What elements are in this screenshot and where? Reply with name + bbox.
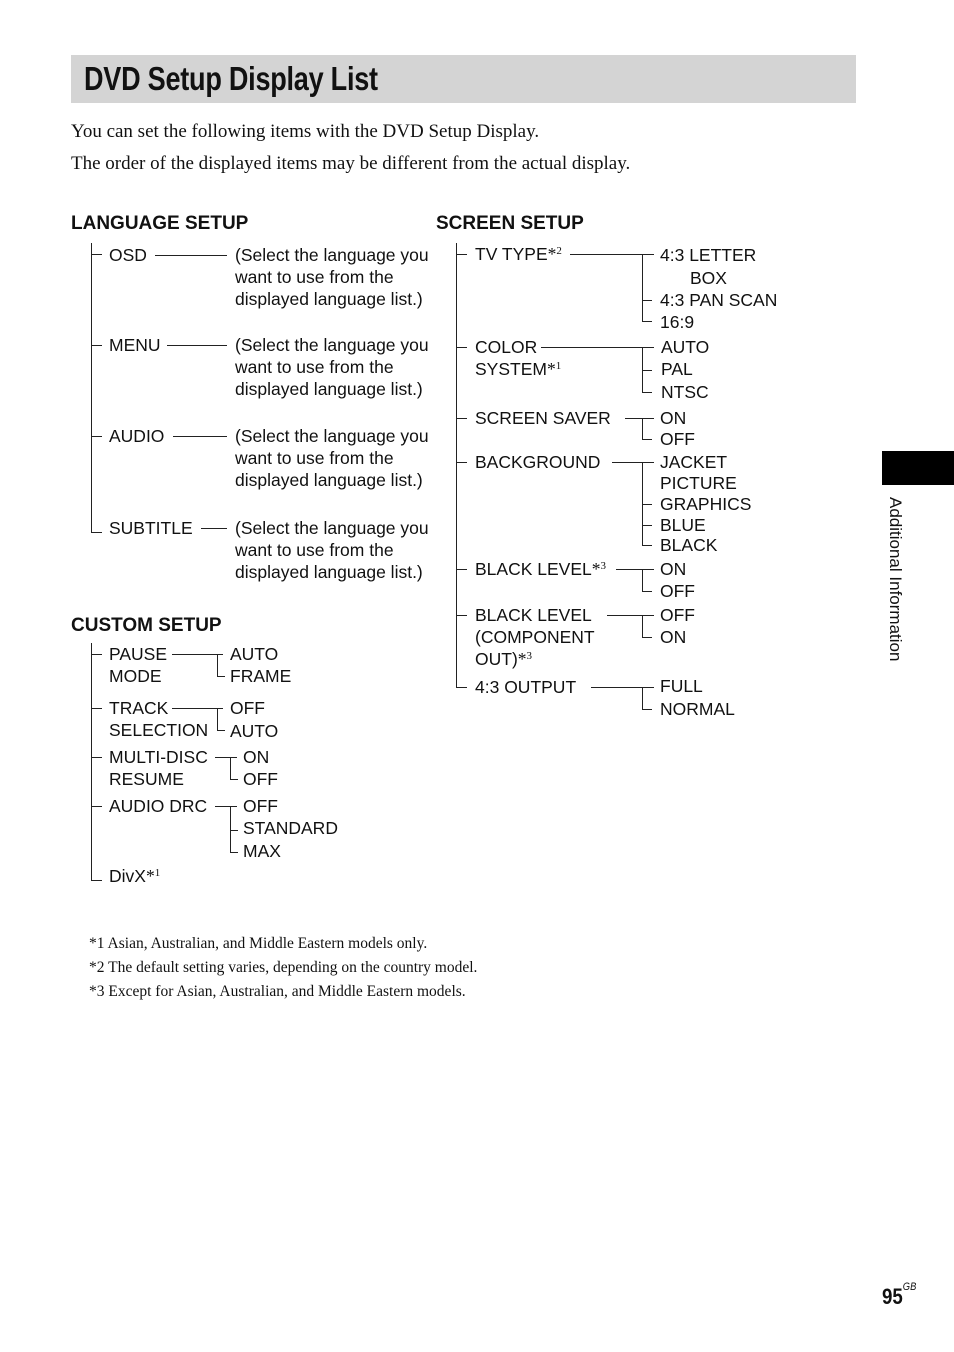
option-auto: AUTO xyxy=(230,721,279,741)
option-picture: PICTURE xyxy=(660,473,737,493)
section-tab-marker xyxy=(882,451,954,485)
option-off: OFF xyxy=(660,605,695,625)
option-auto: AUTO xyxy=(661,337,710,357)
menu-item-audio: AUDIO xyxy=(109,426,165,446)
option-off: OFF xyxy=(230,698,265,718)
footnote-3: *3 Except for Asian, Australian, and Middle Eastern models. xyxy=(89,983,466,1000)
option-normal: NORMAL xyxy=(660,699,735,719)
tree-line xyxy=(456,243,457,687)
menu-desc: (Select the language you want to use from the displayed language list.) xyxy=(235,335,429,399)
option-off: OFF xyxy=(660,581,695,601)
menu-item-divx: DivX*$^1$ xyxy=(109,866,161,886)
option-max: MAX xyxy=(243,841,281,861)
audio-desc: (Select the language you want to use from the displayed language list.) xyxy=(235,426,429,490)
menu-item-4-3-output: 4:3 OUTPUT xyxy=(475,677,577,697)
menu-item-menu: MENU xyxy=(109,335,161,355)
option-pal: PAL xyxy=(661,359,693,379)
option-full: FULL xyxy=(660,676,703,696)
menu-item-black-level-component: BLACK LEVEL (COMPONENT OUT)*$^3$ xyxy=(475,605,595,669)
option-4-3-letter: 4:3 LETTER xyxy=(660,245,757,265)
option-black: BLACK xyxy=(660,535,718,555)
option-on: ON xyxy=(660,559,687,579)
option-frame: FRAME xyxy=(230,666,292,686)
option-blue: BLUE xyxy=(660,515,706,535)
footnote-1: *1 Asian, Australian, and Middle Eastern models only. xyxy=(89,935,428,952)
osd-desc: (Select the language you want to use from the displayed language list.) xyxy=(235,245,429,309)
menu-item-color-system: COLOR SYSTEM*$^1$ xyxy=(475,337,562,379)
menu-item-screen-saver: SCREEN SAVER xyxy=(475,408,611,428)
menu-item-background: BACKGROUND xyxy=(475,452,601,472)
custom-setup-heading: CUSTOM SETUP xyxy=(71,615,222,636)
footnote-2: *2 The default setting varies, depending on the country model. xyxy=(89,959,478,976)
menu-item-track-selection: TRACK SELECTION xyxy=(109,698,209,740)
option-box: BOX xyxy=(690,268,727,288)
tree-line xyxy=(91,243,92,533)
option-on: ON xyxy=(660,408,687,428)
menu-item-black-level: BLACK LEVEL*$^3$ xyxy=(475,559,606,579)
intro-line-2: The order of the displayed items may be different from the actual display. xyxy=(71,153,631,174)
menu-item-audio-drc: AUDIO DRC xyxy=(109,796,208,816)
option-on: ON xyxy=(243,747,270,767)
language-setup-heading: LANGUAGE SETUP xyxy=(71,213,249,234)
menu-item-pause-mode: PAUSE MODE xyxy=(109,644,168,686)
option-off: OFF xyxy=(243,796,278,816)
menu-item-subtitle: SUBTITLE xyxy=(109,518,193,538)
option-16-9: 16:9 xyxy=(660,312,695,332)
option-standard: STANDARD xyxy=(243,818,338,838)
menu-item-multi-disc-resume: MULTI-DISC RESUME xyxy=(109,747,208,789)
option-jacket: JACKET xyxy=(660,452,728,472)
option-on: ON xyxy=(660,627,687,647)
screen-setup-heading: SCREEN SETUP xyxy=(436,213,584,234)
intro-line-1: You can set the following items with the DVD Setup Display. xyxy=(71,121,540,142)
option-graphics: GRAPHICS xyxy=(660,494,752,514)
option-off: OFF xyxy=(660,429,695,449)
menu-item-tv-type: TV TYPE*$^2$ xyxy=(475,244,562,264)
option-ntsc: NTSC xyxy=(661,382,709,402)
option-auto: AUTO xyxy=(230,644,279,664)
section-side-label: Additional Information xyxy=(886,497,905,662)
tree-line xyxy=(91,643,92,880)
option-4-3-pan-scan: 4:3 PAN SCAN xyxy=(660,290,778,310)
subtitle-desc: (Select the language you want to use from the displayed language list.) xyxy=(235,518,429,582)
menu-item-osd: OSD xyxy=(109,245,147,265)
option-off: OFF xyxy=(243,769,278,789)
page-title: DVD Setup Display List xyxy=(84,60,378,97)
page-number: $95^{GB}$ xyxy=(882,1281,917,1309)
